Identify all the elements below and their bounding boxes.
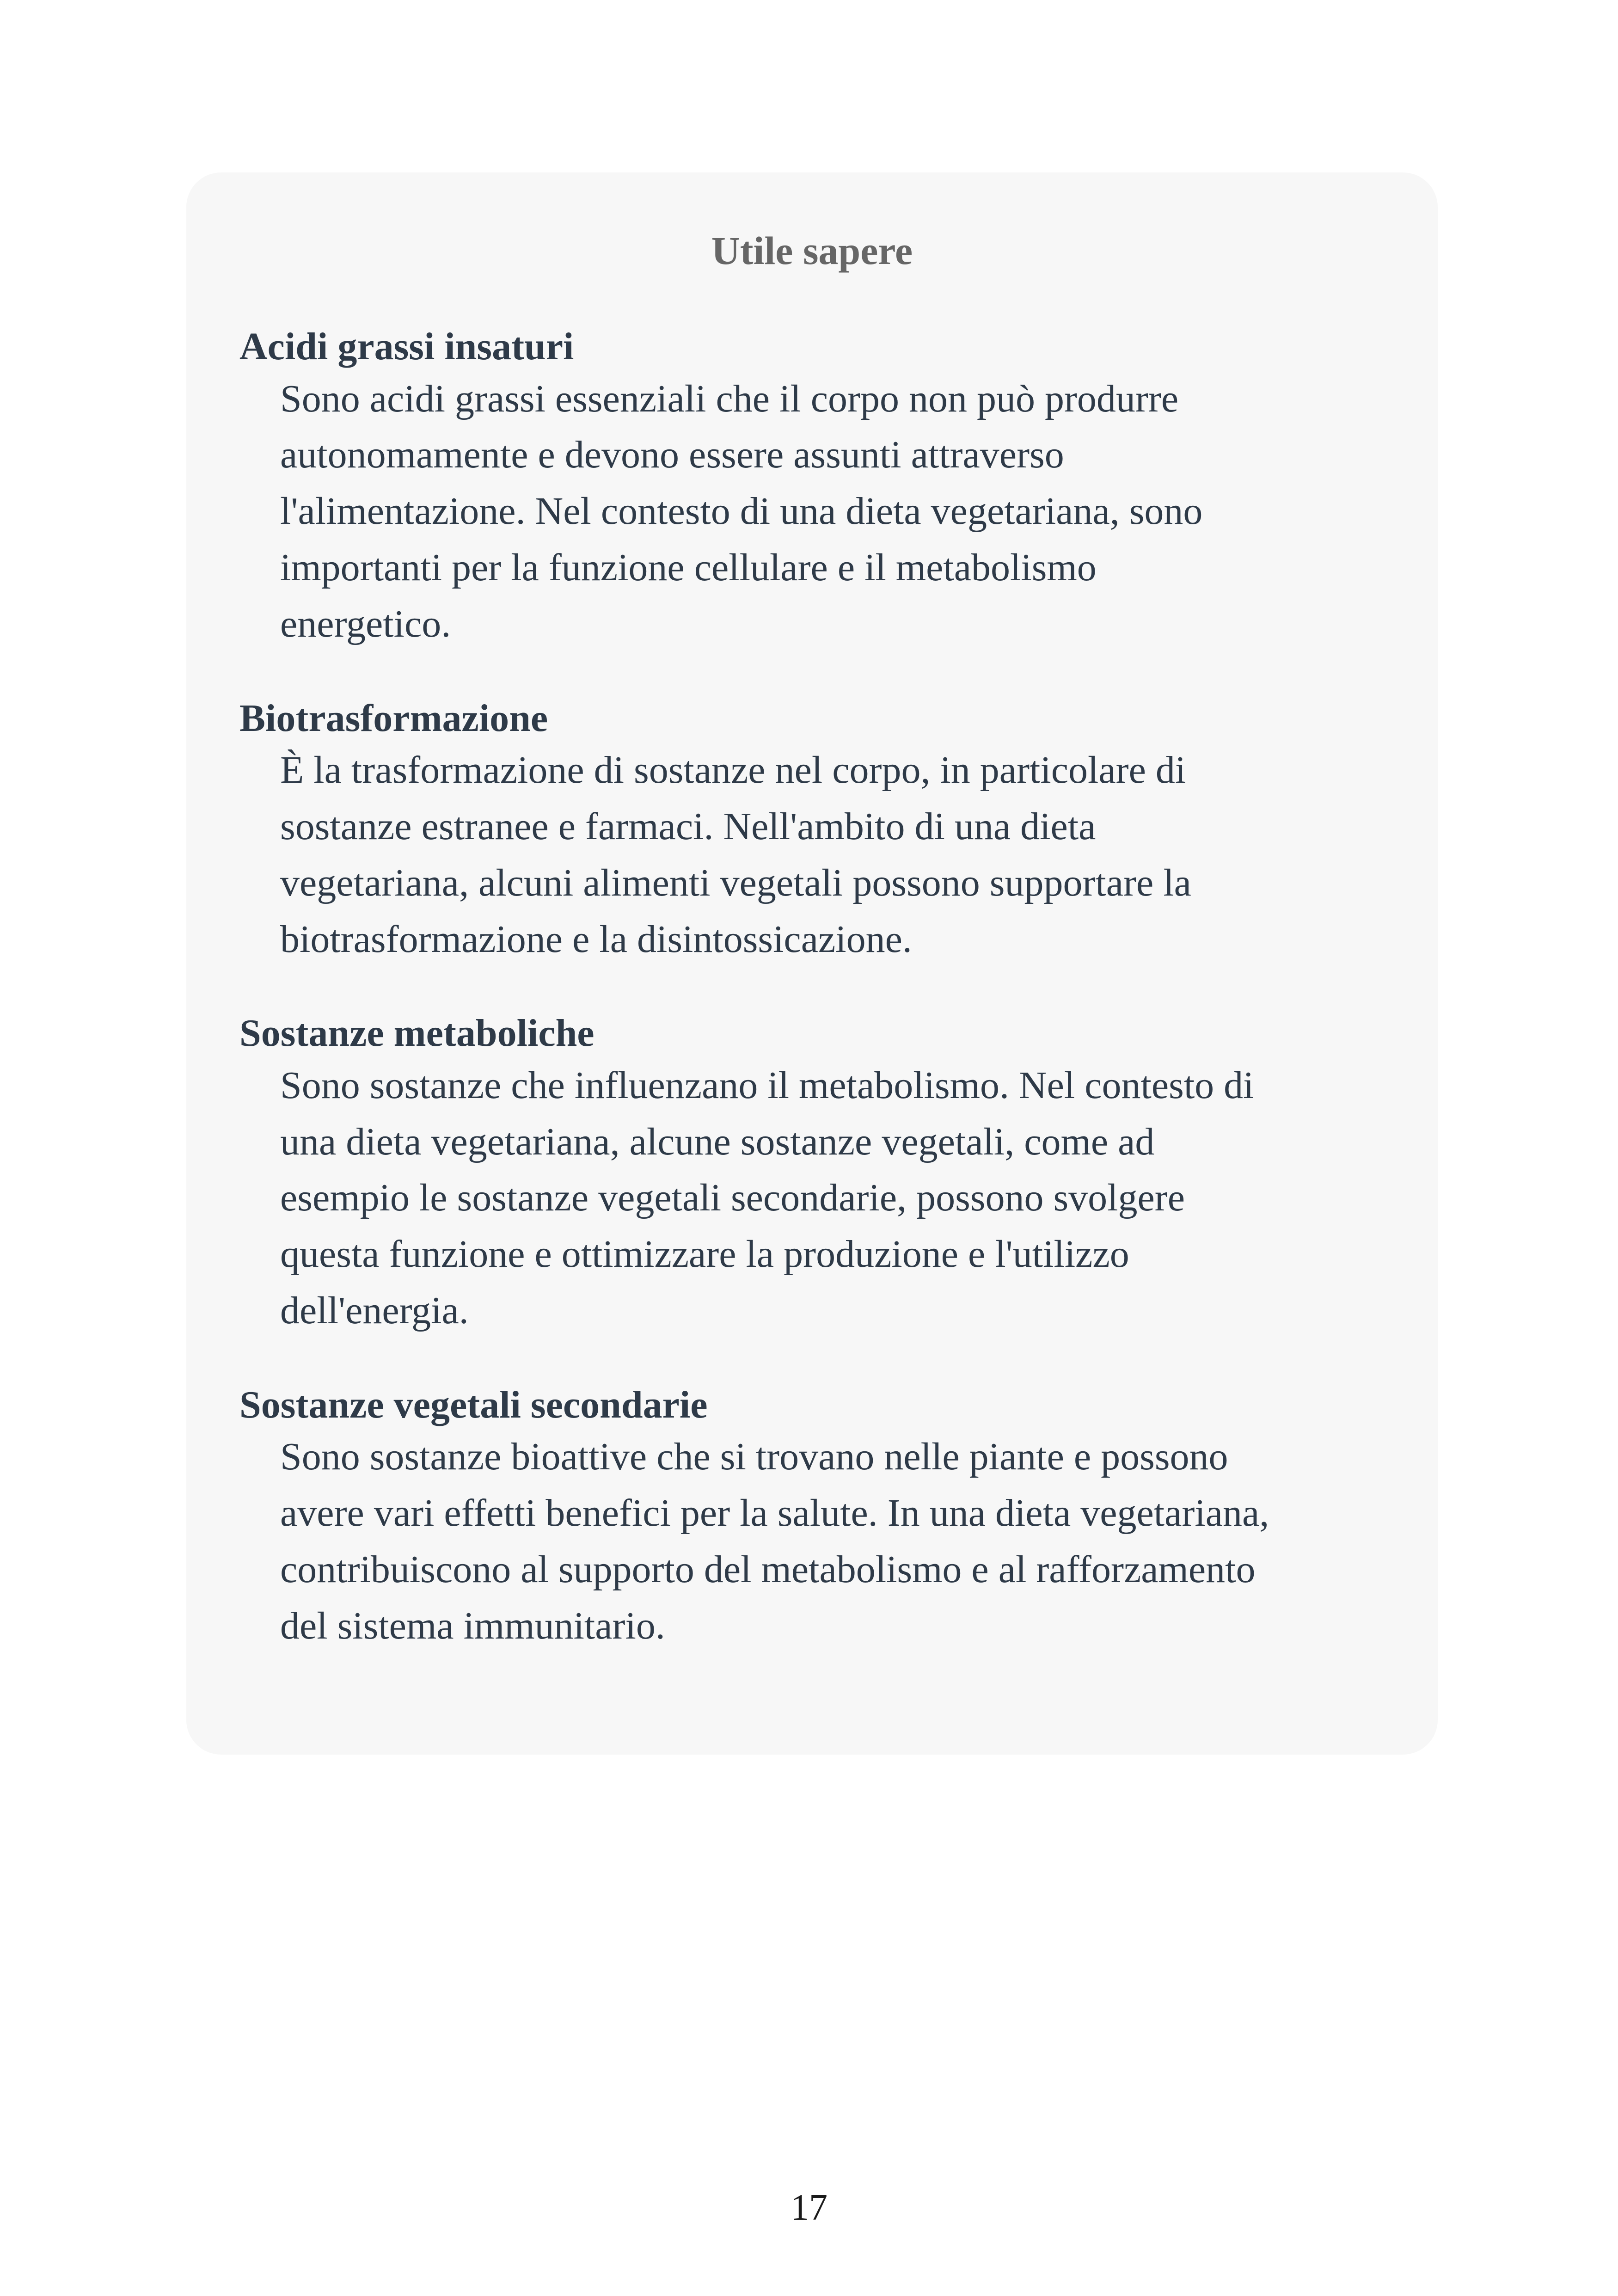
glossary-term: Biotrasformazione [239, 696, 548, 740]
glossary-entry-sostanze-metaboliche [239, 1010, 1438, 1338]
definition-line: vegetariana, alcuni alimenti vegetali possono supportare la [280, 861, 1191, 904]
definition-line: l'alimentazione. Nel contesto di una dieta vegetariana, sono [280, 490, 1203, 533]
definition-line: biotrasformazione e la disintossicazione. [280, 917, 912, 961]
definition-line: questa funzione e ottimizzare la produzione e l'utilizzo [280, 1233, 1129, 1276]
definition-line: avere vari effetti benefici per la salute. In una dieta vegetariana, [280, 1492, 1269, 1535]
box-title: Utile sapere [711, 228, 913, 273]
definition-line: dell'energia. [280, 1289, 469, 1332]
definition-line: energetico. [280, 602, 451, 645]
info-box-utile-sapere [186, 172, 1438, 1755]
glossary-definition [280, 1429, 1390, 1654]
definition-line: Sono acidi grassi essenziali che il corpo non può produrre [280, 377, 1179, 420]
definition-line: esempio le sostanze vegetali secondarie, possono svolgere [280, 1176, 1185, 1220]
definition-line: autonomamente e devono essere assunti attraverso [280, 433, 1064, 477]
definition-line: È la trasformazione di sostanze nel corpo, in particolare di [280, 749, 1186, 792]
glossary-definition [280, 1057, 1390, 1339]
definition-line: sostanze estranee e farmaci. Nell'ambito di una dieta [280, 804, 1096, 848]
glossary-definition [280, 371, 1390, 652]
glossary-entry-sostanze-vegetali-secondarie [239, 1381, 1438, 1654]
glossary-entry-biotrasformazione [239, 695, 1438, 968]
definition-line: importanti per la funzione cellulare e il metabolismo [280, 546, 1097, 589]
definition-line: Sono sostanze bioattive che si trovano nelle piante e possono [280, 1435, 1228, 1479]
definition-line: una dieta vegetariana, alcune sostanze vegetali, come ad [280, 1120, 1155, 1163]
glossary-entry-acidi-grassi-insaturi [239, 323, 1438, 652]
glossary-definition [280, 742, 1390, 967]
page-number: 17 [791, 2187, 827, 2228]
definition-line: contribuiscono al supporto del metabolismo e al rafforzamento [280, 1547, 1256, 1591]
glossary-term: Sostanze vegetali secondarie [239, 1383, 708, 1426]
glossary-term: Acidi grassi insaturi [239, 325, 574, 368]
definition-line: del sistema immunitario. [280, 1604, 665, 1647]
definition-line: Sono sostanze che influenzano il metabolismo. Nel contesto di [280, 1063, 1254, 1107]
glossary-term: Sostanze metaboliche [239, 1012, 594, 1055]
